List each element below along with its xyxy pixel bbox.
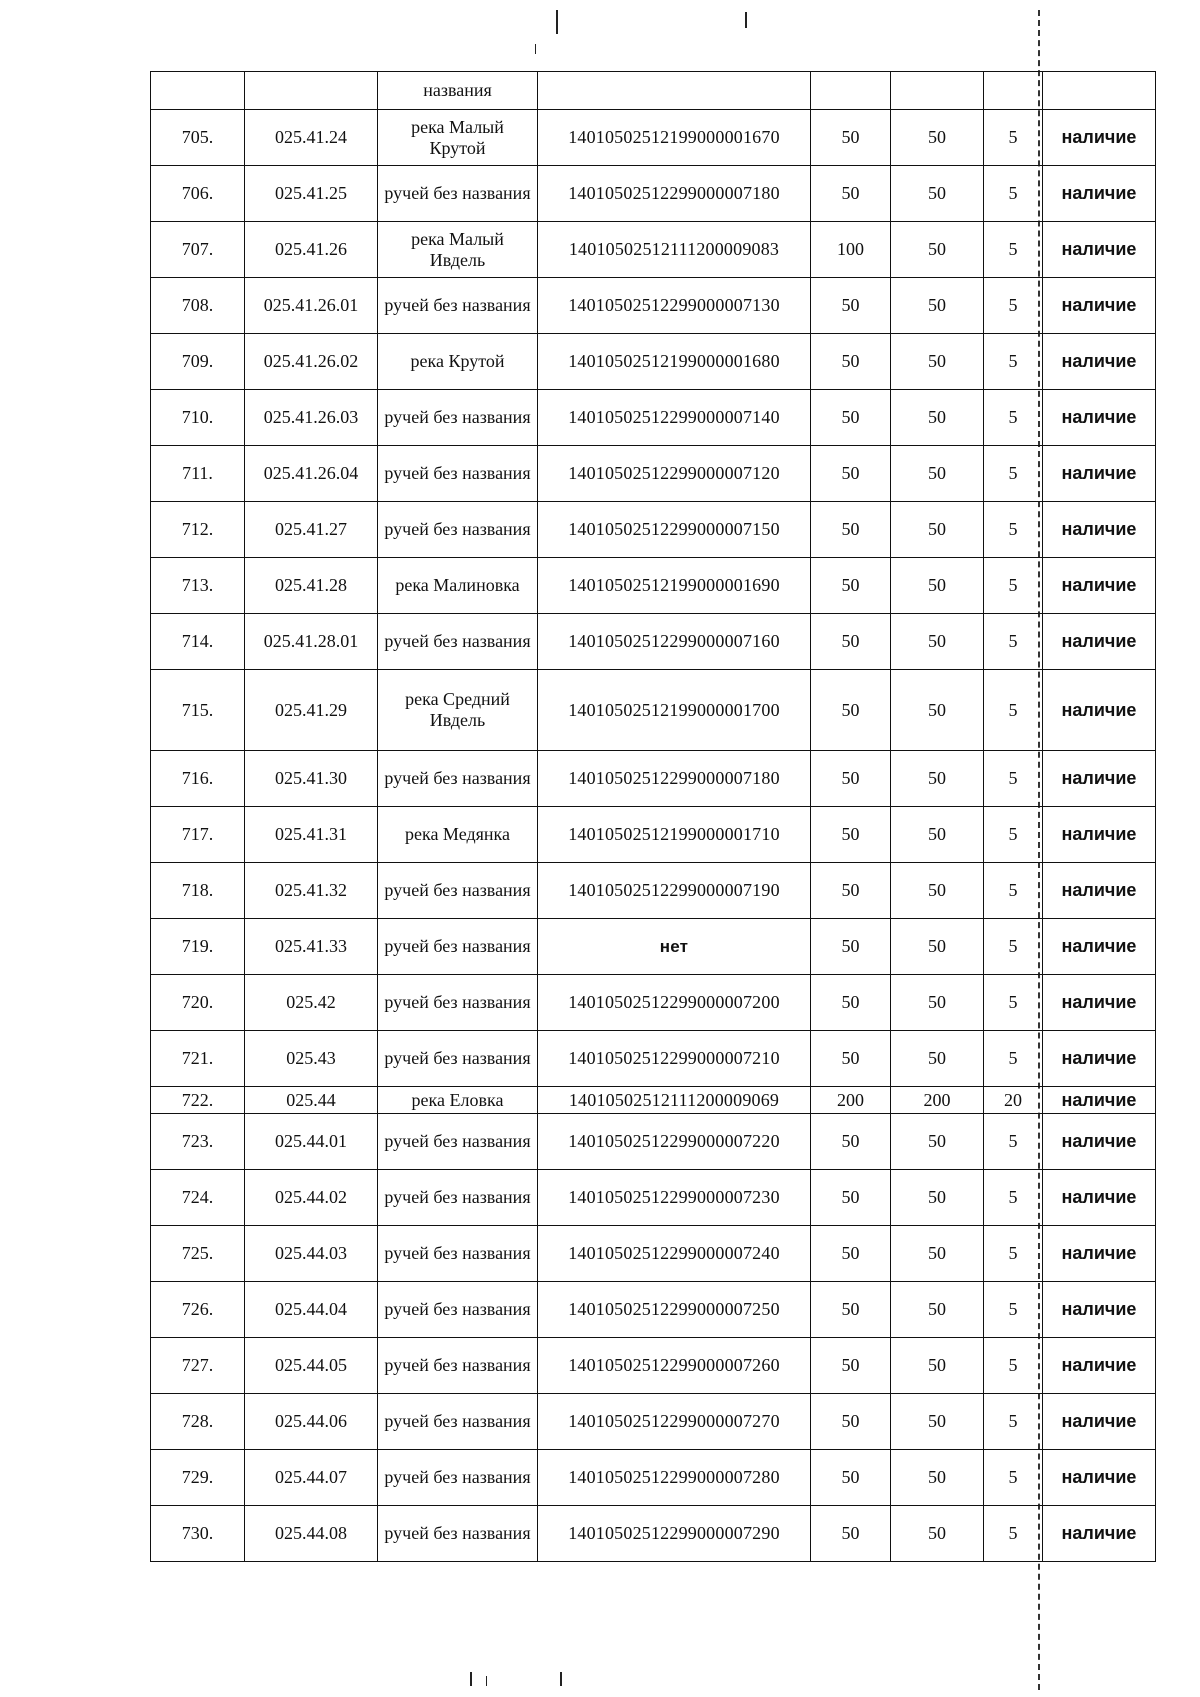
scan-artifact-bottom-right (560, 1672, 562, 1686)
cell-value-a: 50 (811, 1226, 891, 1282)
table-row (151, 1114, 1156, 1170)
cell-value-b: 50 (891, 670, 984, 751)
cell-num: 708. (151, 278, 245, 334)
cell-value-c: 5 (984, 446, 1043, 502)
cell-value-b: 50 (891, 446, 984, 502)
cell-value-b: 50 (891, 222, 984, 278)
cell-name: ручей без названия (378, 278, 538, 334)
cell-code: 025.42 (245, 975, 378, 1031)
cell-num: 728. (151, 1394, 245, 1450)
cell-name: река Средний Ивдель (378, 670, 538, 751)
cell-registry-code: 14010502512299000007180 (538, 166, 811, 222)
cell-value-b: 50 (891, 1450, 984, 1506)
cell-status: наличие (1043, 1394, 1156, 1450)
cell-value-c: 5 (984, 919, 1043, 975)
cell-status: наличие (1043, 807, 1156, 863)
cell-name: река Малиновка (378, 558, 538, 614)
cell-num: 727. (151, 1338, 245, 1394)
table-row (151, 334, 1156, 390)
cell-value-b: 50 (891, 1394, 984, 1450)
cell-status: наличие (1043, 670, 1156, 751)
cell-code: 025.41.26.02 (245, 334, 378, 390)
cell-code: 025.41.26.03 (245, 390, 378, 446)
scan-artifact-top-small (535, 44, 536, 54)
cell-value-c: 5 (984, 1338, 1043, 1394)
cell-value-b: 200 (891, 1087, 984, 1114)
cell-status: наличие (1043, 1114, 1156, 1170)
cell-status: наличие (1043, 166, 1156, 222)
cell-code: 025.44 (245, 1087, 378, 1114)
water-bodies-table (150, 71, 1156, 1562)
cell-num: 722. (151, 1087, 245, 1114)
cell-value-b: 50 (891, 334, 984, 390)
cell-name: ручей без названия (378, 1282, 538, 1338)
cell-value-b: 50 (891, 1338, 984, 1394)
cell-value-b: 50 (891, 1114, 984, 1170)
cell-status: наличие (1043, 334, 1156, 390)
scan-artifact-bottom-left (470, 1672, 472, 1686)
cell-num: 726. (151, 1282, 245, 1338)
cell-value-a: 50 (811, 863, 891, 919)
cell-code: 025.41.26.01 (245, 278, 378, 334)
cell-value-b: 50 (891, 614, 984, 670)
cell-code: 025.41.30 (245, 751, 378, 807)
cell-registry-code: 14010502512299000007180 (538, 751, 811, 807)
cell-value-c: 5 (984, 975, 1043, 1031)
cell-num: 730. (151, 1506, 245, 1562)
cell-registry-code: 14010502512299000007150 (538, 502, 811, 558)
cell-status: наличие (1043, 614, 1156, 670)
cell-value-b: 50 (891, 1506, 984, 1562)
cell-registry-code: 14010502512299000007260 (538, 1338, 811, 1394)
cell-value-c: 5 (984, 502, 1043, 558)
cell-name: река Малый Ивдель (378, 222, 538, 278)
cell-status: наличие (1043, 110, 1156, 166)
cell-value-c: 5 (984, 1031, 1043, 1087)
cell-status: наличие (1043, 222, 1156, 278)
table-row (151, 1338, 1156, 1394)
cell-status (1043, 72, 1156, 110)
cell-value-b: 50 (891, 558, 984, 614)
cell-registry-code: 14010502512299000007160 (538, 614, 811, 670)
cell-code: 025.44.05 (245, 1338, 378, 1394)
cell-value-a: 50 (811, 110, 891, 166)
cell-registry-code: 14010502512111200009083 (538, 222, 811, 278)
table-row (151, 975, 1156, 1031)
cell-value-a: 50 (811, 502, 891, 558)
cell-num: 724. (151, 1170, 245, 1226)
cell-value-a: 50 (811, 1338, 891, 1394)
cell-value-a: 50 (811, 807, 891, 863)
cell-name: ручей без названия (378, 863, 538, 919)
cell-name: ручей без названия (378, 614, 538, 670)
cell-name: ручей без названия (378, 502, 538, 558)
cell-value-a: 50 (811, 390, 891, 446)
cell-name: ручей без названия (378, 919, 538, 975)
cell-registry-code: 14010502512199000001670 (538, 110, 811, 166)
cell-value-c: 5 (984, 1506, 1043, 1562)
cell-name: река Крутой (378, 334, 538, 390)
cell-value-c: 5 (984, 1114, 1043, 1170)
cell-value-c: 5 (984, 614, 1043, 670)
cell-registry-code: нет (538, 919, 811, 975)
cell-name: ручей без названия (378, 1394, 538, 1450)
cell-value-c: 5 (984, 863, 1043, 919)
cell-value-a: 50 (811, 166, 891, 222)
continued-header-row (151, 72, 1156, 110)
cell-status: наличие (1043, 278, 1156, 334)
cell-registry-code: 14010502512299000007240 (538, 1226, 811, 1282)
table-row (151, 222, 1156, 278)
cell-value-b: 50 (891, 390, 984, 446)
table-row (151, 1226, 1156, 1282)
cell-status: наличие (1043, 1170, 1156, 1226)
cell-num: 709. (151, 334, 245, 390)
cell-registry-code: 14010502512111200009069 (538, 1087, 811, 1114)
cell-name: река Малый Крутой (378, 110, 538, 166)
cell-status: наличие (1043, 502, 1156, 558)
cell-num: 713. (151, 558, 245, 614)
cell-name: названия (378, 72, 538, 110)
table-row (151, 390, 1156, 446)
scan-artifact-bottom-mid (486, 1676, 487, 1686)
cell-status: наличие (1043, 1338, 1156, 1394)
table-row (151, 1170, 1156, 1226)
cell-code: 025.44.07 (245, 1450, 378, 1506)
cell-code: 025.41.25 (245, 166, 378, 222)
cell-status: наличие (1043, 1506, 1156, 1562)
cell-name: ручей без названия (378, 166, 538, 222)
cell-value-c: 5 (984, 222, 1043, 278)
cell-num: 725. (151, 1226, 245, 1282)
cell-name: ручей без названия (378, 1338, 538, 1394)
cell-name: ручей без названия (378, 390, 538, 446)
cell-name: река Еловка (378, 1087, 538, 1114)
cell-value-b: 50 (891, 166, 984, 222)
cell-value-c: 5 (984, 110, 1043, 166)
cell-value-b: 50 (891, 1282, 984, 1338)
cell-code: 025.44.08 (245, 1506, 378, 1562)
cell-value-b: 50 (891, 807, 984, 863)
cell-value-c: 5 (984, 390, 1043, 446)
cell-status: наличие (1043, 919, 1156, 975)
cell-value-c: 5 (984, 1394, 1043, 1450)
cell-registry-code: 14010502512299000007280 (538, 1450, 811, 1506)
cell-code: 025.44.04 (245, 1282, 378, 1338)
cell-value-c: 5 (984, 1226, 1043, 1282)
cell-status: наличие (1043, 751, 1156, 807)
cell-value-a: 50 (811, 1114, 891, 1170)
scan-artifact-top-right (745, 12, 747, 28)
cell-name: ручей без названия (378, 1170, 538, 1226)
table-row (151, 751, 1156, 807)
cell-value-c: 5 (984, 1170, 1043, 1226)
cell-code: 025.41.32 (245, 863, 378, 919)
cell-registry-code: 14010502512299000007220 (538, 1114, 811, 1170)
table-row (151, 1450, 1156, 1506)
cell-num: 705. (151, 110, 245, 166)
cell-value-c: 5 (984, 278, 1043, 334)
cell-registry-code: 14010502512199000001710 (538, 807, 811, 863)
cell-name: ручей без названия (378, 751, 538, 807)
cell-status: наличие (1043, 558, 1156, 614)
cell-name: река Медянка (378, 807, 538, 863)
table-row (151, 807, 1156, 863)
cell-name: ручей без названия (378, 446, 538, 502)
cell-num: 721. (151, 1031, 245, 1087)
table-row (151, 1087, 1156, 1114)
cell-value-a: 50 (811, 751, 891, 807)
cell-code: 025.41.29 (245, 670, 378, 751)
cell-value-a: 50 (811, 334, 891, 390)
cell-code: 025.41.27 (245, 502, 378, 558)
cell-a (811, 72, 891, 110)
cell-name: ручей без названия (378, 1450, 538, 1506)
cell-code: 025.44.02 (245, 1170, 378, 1226)
cell-code: 025.41.26 (245, 222, 378, 278)
cell-code: 025.44.01 (245, 1114, 378, 1170)
cell-registry-code: 14010502512299000007130 (538, 278, 811, 334)
cell-name: ручей без названия (378, 975, 538, 1031)
table-row (151, 1394, 1156, 1450)
cell-c (984, 72, 1043, 110)
cell-code: 025.41.33 (245, 919, 378, 975)
cell-value-c: 5 (984, 1450, 1043, 1506)
cell-num: 717. (151, 807, 245, 863)
table-body (151, 72, 1156, 1562)
table-row (151, 1282, 1156, 1338)
cell-status: наличие (1043, 1087, 1156, 1114)
cell-status: наличие (1043, 446, 1156, 502)
cell-value-b: 50 (891, 863, 984, 919)
cell-value-a: 50 (811, 670, 891, 751)
table-row (151, 919, 1156, 975)
table-row (151, 670, 1156, 751)
cell-registry-code: 14010502512199000001680 (538, 334, 811, 390)
cell-code: 025.44.06 (245, 1394, 378, 1450)
cell-registry-code: 14010502512299000007120 (538, 446, 811, 502)
cell-value-b: 50 (891, 1031, 984, 1087)
table-row (151, 1506, 1156, 1562)
cell-status: наличие (1043, 863, 1156, 919)
cell-value-a: 50 (811, 1031, 891, 1087)
cell-num: 707. (151, 222, 245, 278)
cell-value-a: 100 (811, 222, 891, 278)
cell-value-c: 5 (984, 670, 1043, 751)
cell-code: 025.44.03 (245, 1226, 378, 1282)
cell-code: 025.41.28 (245, 558, 378, 614)
cell-registry-code: 14010502512299000007200 (538, 975, 811, 1031)
cell-value-c: 5 (984, 558, 1043, 614)
cell-code: 025.41.28.01 (245, 614, 378, 670)
cell-value-c: 5 (984, 334, 1043, 390)
cell-name: ручей без названия (378, 1031, 538, 1087)
cell-value-b: 50 (891, 110, 984, 166)
cell-num: 710. (151, 390, 245, 446)
cell-registry-code: 14010502512299000007250 (538, 1282, 811, 1338)
cell-status: наличие (1043, 1031, 1156, 1087)
cell-value-b: 50 (891, 751, 984, 807)
cell-value-a: 50 (811, 1506, 891, 1562)
table-row (151, 558, 1156, 614)
table-row (151, 614, 1156, 670)
cell-num: 720. (151, 975, 245, 1031)
cell-num: 712. (151, 502, 245, 558)
cell-num: 723. (151, 1114, 245, 1170)
cell-value-a: 50 (811, 1170, 891, 1226)
cell-value-a: 50 (811, 614, 891, 670)
cell-b (891, 72, 984, 110)
cell-name: ручей без названия (378, 1506, 538, 1562)
cell-value-b: 50 (891, 919, 984, 975)
cell-value-a: 50 (811, 558, 891, 614)
cell-num: 729. (151, 1450, 245, 1506)
cell-num: 716. (151, 751, 245, 807)
cell-code: 025.43 (245, 1031, 378, 1087)
cell-value-b: 50 (891, 1226, 984, 1282)
cell-registry-code: 14010502512299000007290 (538, 1506, 811, 1562)
table-row (151, 110, 1156, 166)
cell-value-a: 50 (811, 446, 891, 502)
cell-code: 025.41.24 (245, 110, 378, 166)
cell-num: 719. (151, 919, 245, 975)
cell-code (245, 72, 378, 110)
cell-code: 025.41.31 (245, 807, 378, 863)
cell-name: ручей без названия (378, 1226, 538, 1282)
cell-num: 711. (151, 446, 245, 502)
cell-registry-code: 14010502512299000007190 (538, 863, 811, 919)
table-row (151, 502, 1156, 558)
cell-code: 025.41.26.04 (245, 446, 378, 502)
cell-value-c: 5 (984, 1282, 1043, 1338)
cell-value-a: 50 (811, 975, 891, 1031)
table-row (151, 166, 1156, 222)
cell-value-a: 50 (811, 1450, 891, 1506)
cell-registry-code: 14010502512199000001700 (538, 670, 811, 751)
cell-name: ручей без названия (378, 1114, 538, 1170)
table-row (151, 446, 1156, 502)
cell-num: 718. (151, 863, 245, 919)
cell-value-c: 5 (984, 166, 1043, 222)
cell-value-a: 50 (811, 1394, 891, 1450)
cell-value-a: 50 (811, 278, 891, 334)
cell-status: наличие (1043, 390, 1156, 446)
cell-num: 715. (151, 670, 245, 751)
cell-num: 714. (151, 614, 245, 670)
cell-status: наличие (1043, 1450, 1156, 1506)
cell-status: наличие (1043, 1226, 1156, 1282)
cell-value-a: 50 (811, 1282, 891, 1338)
cell-value-b: 50 (891, 502, 984, 558)
cell-value-a: 50 (811, 919, 891, 975)
cell-registry-code: 14010502512299000007140 (538, 390, 811, 446)
cell-registry-code: 14010502512299000007210 (538, 1031, 811, 1087)
cell-value-b: 50 (891, 975, 984, 1031)
table-row (151, 863, 1156, 919)
cell-num: 706. (151, 166, 245, 222)
cell-num (151, 72, 245, 110)
cell-value-c: 5 (984, 807, 1043, 863)
cell-value-c: 20 (984, 1087, 1043, 1114)
cell-registry-code: 14010502512199000001690 (538, 558, 811, 614)
cell-reg (538, 72, 811, 110)
table-row (151, 278, 1156, 334)
scan-artifact-top-left (556, 10, 558, 34)
cell-value-a: 200 (811, 1087, 891, 1114)
cell-status: наличие (1043, 975, 1156, 1031)
cell-registry-code: 14010502512299000007230 (538, 1170, 811, 1226)
cell-status: наличие (1043, 1282, 1156, 1338)
cell-value-c: 5 (984, 751, 1043, 807)
cell-value-b: 50 (891, 1170, 984, 1226)
cell-value-b: 50 (891, 278, 984, 334)
table-row (151, 1031, 1156, 1087)
cell-registry-code: 14010502512299000007270 (538, 1394, 811, 1450)
